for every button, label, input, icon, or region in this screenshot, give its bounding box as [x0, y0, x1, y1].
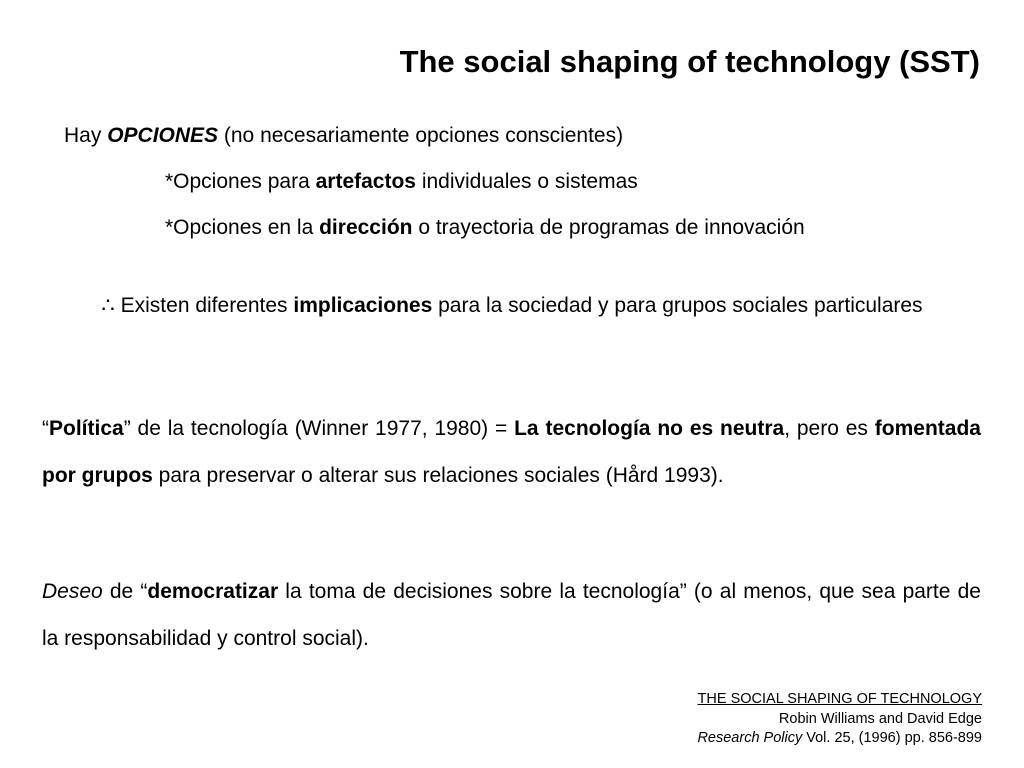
options-line-2-post: individuales o sistemas: [415, 170, 638, 193]
politica-mid-1: ” de la tecnología (Winner 1977, 1980) =: [123, 417, 515, 440]
politica-open-quote: “: [42, 417, 49, 440]
fomentada-keyword: fomentada por grupos: [42, 417, 981, 487]
options-line-1: [64, 124, 623, 148]
democratizar-keyword: democratizar: [147, 580, 279, 603]
implicaciones-keyword: implicaciones: [293, 294, 433, 317]
politica-post: para preservar o alterar sus relaciones sociales (Hård 1993).: [152, 464, 724, 487]
reference-journal: Research Policy: [697, 730, 803, 746]
therefore-pre: Existen diferentes: [114, 294, 294, 317]
politica-paragraph: [42, 405, 981, 499]
options-line-3-pre: *Opciones en la: [165, 216, 320, 239]
reference-details: Vol. 25, (1996) pp. 856-899: [802, 730, 982, 746]
options-line-2: [165, 170, 638, 194]
therefore-statement: [42, 283, 982, 329]
deseo-keyword: Deseo: [42, 580, 103, 603]
deseo-mid: de “: [102, 580, 148, 603]
options-line-2-pre: *Opciones para: [165, 170, 316, 193]
reference-block: [697, 690, 982, 749]
options-line-1-pre: Hay: [64, 124, 108, 147]
slide-title: The social shaping of technology (SST): [399, 44, 980, 79]
direccion-keyword: dirección: [319, 216, 413, 239]
options-keyword: OPCIONES: [107, 124, 219, 147]
deseo-paragraph: [42, 568, 981, 662]
reference-authors: Robin Williams and David Edge: [778, 710, 982, 727]
reference-citation: [697, 729, 982, 749]
reference-title: THE SOCIAL SHAPING OF TECHNOLOGY: [697, 691, 982, 707]
therefore-post: para la sociedad y para grupos sociales particulares: [432, 294, 923, 317]
options-line-3-post: o trayectoria de programas de innovación: [412, 216, 805, 239]
options-line-3: [165, 216, 805, 240]
no-neutra-keyword: La tecnología no es neutra: [514, 417, 785, 440]
deseo-post: la toma de decisiones sobre la tecnología” (o al menos, que sea parte de la responsabilidad y control social).: [42, 580, 981, 650]
therefore-symbol: ∴: [101, 294, 115, 317]
artefactos-keyword: artefactos: [315, 170, 416, 193]
politica-mid-2: , pero es: [784, 417, 875, 440]
politica-keyword: Política: [49, 417, 124, 440]
options-line-1-post: (no necesariamente opciones conscientes): [218, 124, 624, 147]
